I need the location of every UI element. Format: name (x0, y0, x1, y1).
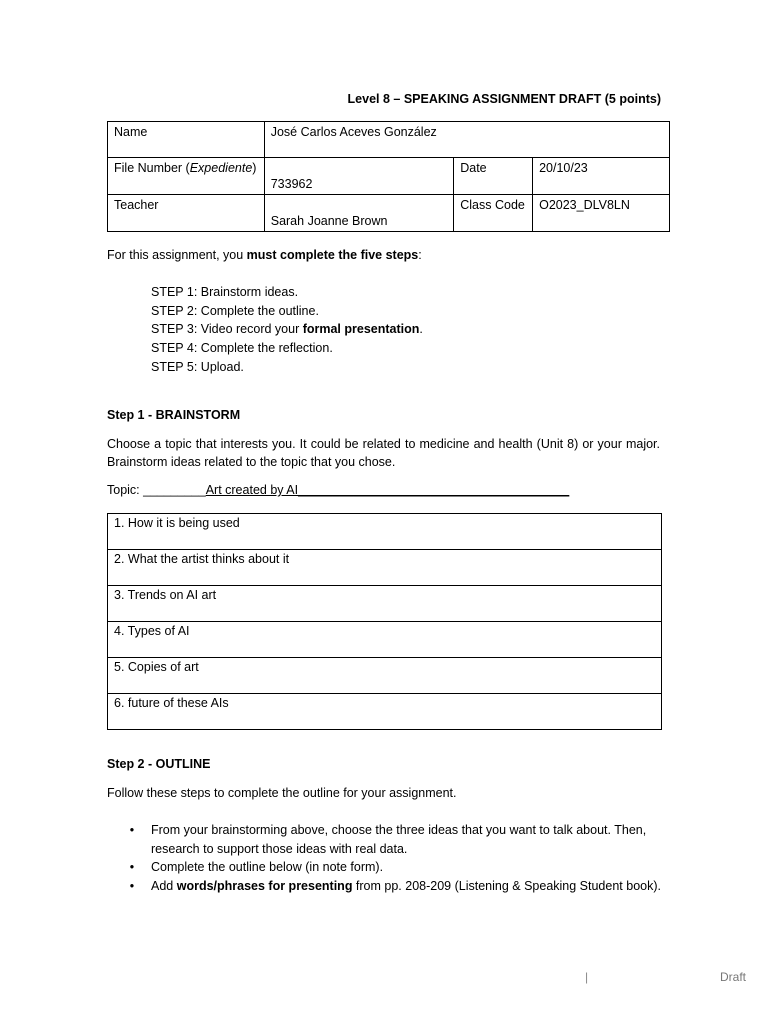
name-label: Name (108, 122, 265, 158)
step-item: STEP 3: Video record your formal presentation. (151, 322, 423, 337)
topic-label: Topic: _________ (107, 483, 206, 497)
step-item: STEP 1: Brainstorm ideas. (151, 285, 299, 299)
idea-cell: 3. Trends on AI art (108, 586, 662, 622)
table-row (108, 514, 662, 550)
footer-separator: | (585, 970, 589, 984)
idea-cell: 2. What the artist thinks about it (108, 550, 662, 586)
step1-instructions: Choose a topic that interests you. It could be related to medicine and health (Unit 8) or your major. Brainstorm ideas related to the topic that you chose. (107, 437, 660, 469)
idea-cell: 4. Types of AI (108, 622, 662, 658)
draft-status-label: Draft (719, 970, 746, 984)
table-row (108, 586, 662, 622)
table-row (108, 694, 662, 730)
step-item: STEP 2: Complete the outline. (151, 303, 319, 318)
file-number-value: 733962 (264, 158, 454, 195)
assignment-title: Level 8 – SPEAKING ASSIGNMENT DRAFT (5 points) (347, 92, 661, 106)
teacher-value: Sarah Joanne Brown (264, 195, 454, 232)
bullet-icon: • (129, 823, 135, 837)
list-item: • Complete the outline below (in note form). (127, 858, 667, 877)
list-item: • Add words/phrases for presenting from pp. 208-209 (Listening & Speaking Student book). (127, 877, 667, 896)
teacher-row (108, 195, 670, 232)
file-number-row (108, 158, 670, 195)
idea-cell: 5. Copies of art (108, 658, 662, 694)
file-number-label: File Number (Expediente) (108, 158, 265, 195)
date-label: Date (454, 158, 533, 195)
step-item: STEP 4: Complete the reflection. (151, 341, 333, 356)
idea-cell: 1. How it is being used (108, 514, 662, 550)
steps-list (151, 283, 423, 377)
idea-cell: 6. future of these AIs (108, 694, 662, 730)
bullet-icon: • (129, 878, 135, 893)
class-code-value: O2023_DLV8LN (533, 195, 670, 232)
step2-heading: Step 2 - OUTLINE (107, 757, 211, 771)
step-item: STEP 5: Upload. (151, 359, 244, 374)
teacher-label: Teacher (108, 195, 265, 232)
name-row (108, 122, 670, 158)
topic-value: Art created by AI_______________________________________ (205, 483, 570, 497)
brainstorm-table (107, 513, 662, 730)
student-info-table (107, 121, 670, 232)
step1-heading: Step 1 - BRAINSTORM (107, 408, 241, 422)
intro-paragraph: For this assignment, you must complete the five steps: (107, 248, 422, 262)
topic-line (107, 483, 569, 497)
class-code-label: Class Code (454, 195, 533, 232)
step2-instructions: Follow these steps to complete the outline for your assignment. (107, 786, 457, 800)
table-row (108, 550, 662, 586)
table-row (108, 622, 662, 658)
list-item: • From your brainstorming above, choose the three ideas that you want to talk about. Then, research to support those ideas with real data. (127, 821, 667, 858)
table-row (108, 658, 662, 694)
bullet-icon: • (129, 860, 135, 874)
name-value: José Carlos Aceves González (264, 122, 669, 158)
outline-bullet-list (127, 821, 667, 895)
date-value: 20/10/23 (533, 158, 670, 195)
